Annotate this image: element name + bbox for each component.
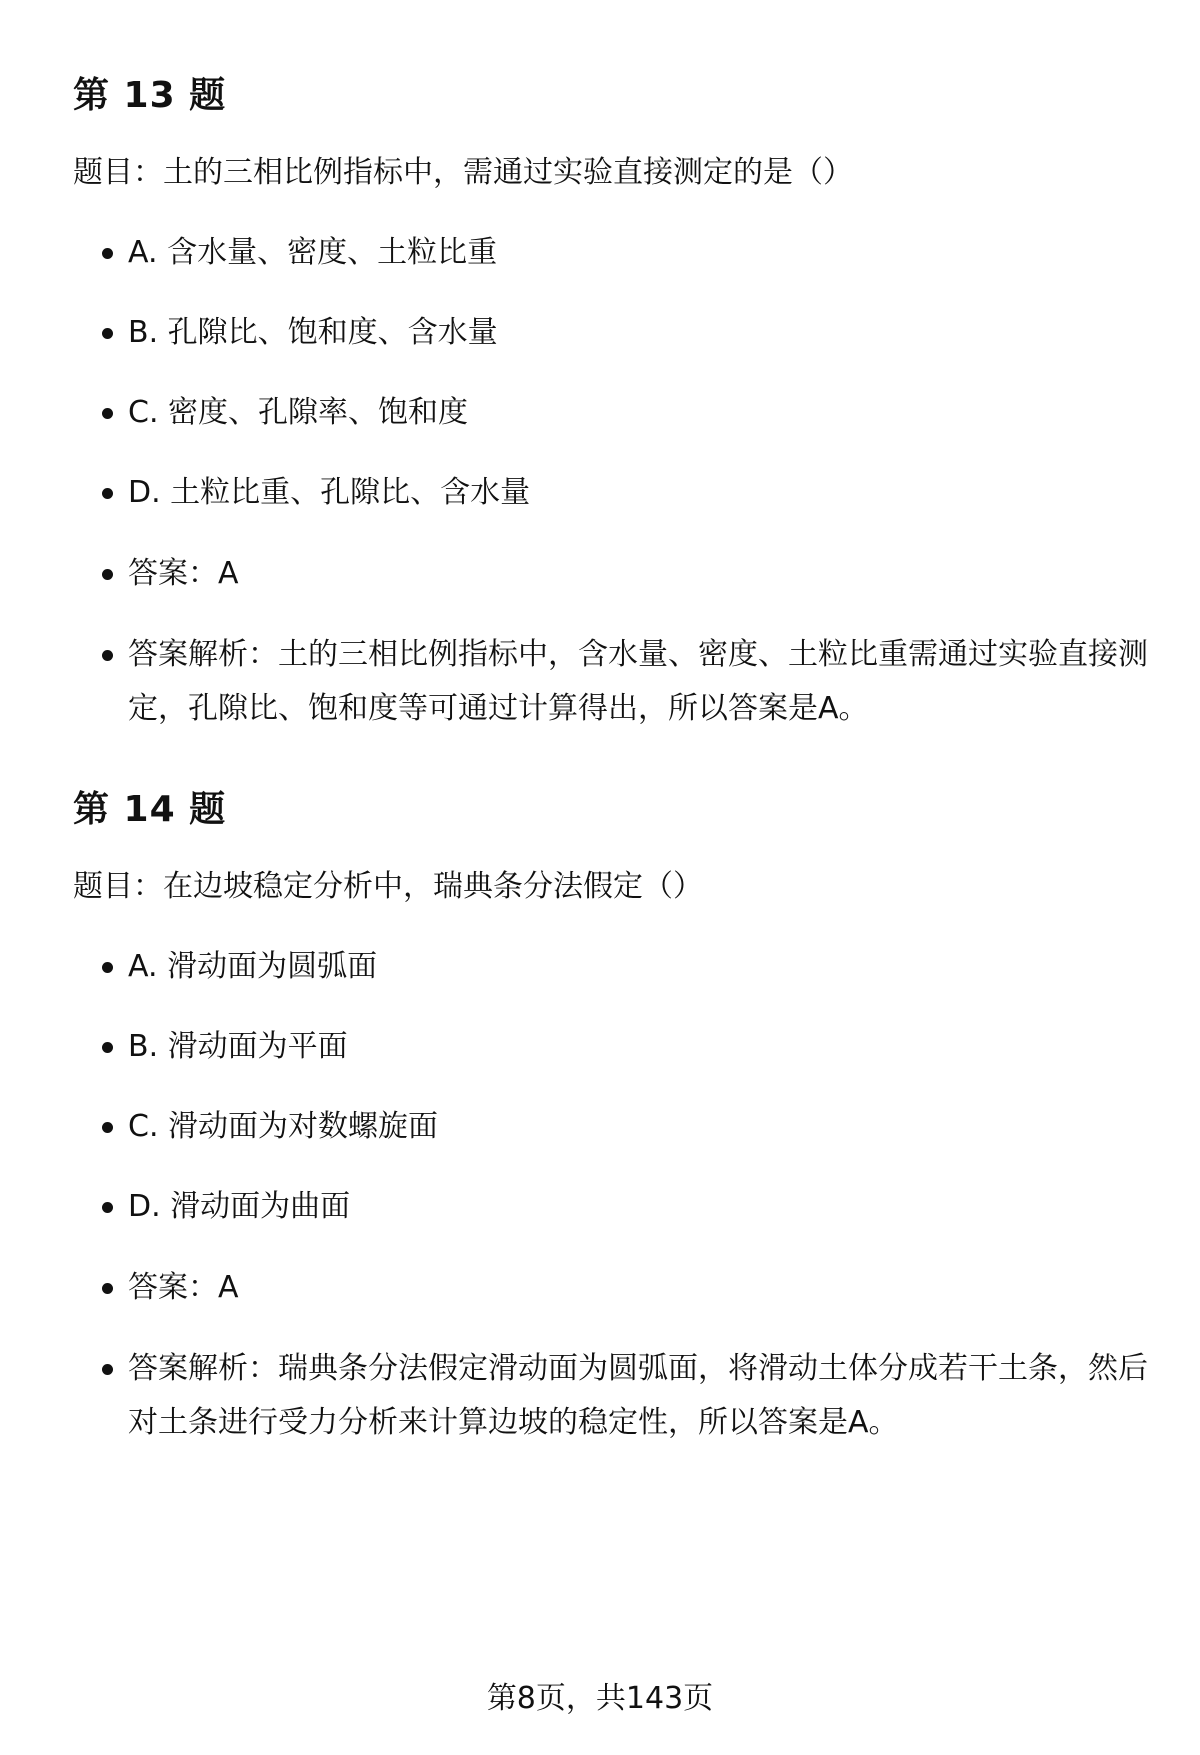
analysis-line-2: 定，孔隙比、饱和度等可通过计算得出，所以答案是A。 [128,691,869,726]
bullet-icon [102,1283,113,1294]
bullet-icon [102,328,113,339]
analysis-line-2: 对土条进行受力分析来计算边坡的稳定性，所以答案是A。 [128,1405,899,1440]
question-stem: 题目：在边坡稳定分析中，瑞典条分法假定（） [73,869,703,904]
option-d-text: D. 滑动面为曲面 [128,1189,351,1224]
option-a-text: A. 滑动面为圆弧面 [128,949,378,984]
bullet-icon [102,1042,113,1053]
option-a-text: A. 含水量、密度、土粒比重 [128,235,498,270]
bullet-icon [102,1364,113,1375]
option-b-text: B. 滑动面为平面 [128,1029,348,1064]
bullet-icon [102,962,113,973]
bullet-icon [102,248,113,259]
question-heading: 第 14 题 [73,789,227,830]
answer-text: 答案：A [128,1270,239,1305]
bullet-icon [102,1202,113,1213]
analysis-line-1: 答案解析：土的三相比例指标中，含水量、密度、土粒比重需通过实验直接测 [128,637,1148,672]
question-stem: 题目：土的三相比例指标中，需通过实验直接测定的是（） [73,155,853,190]
question-14 [73,782,1153,1440]
option-d-text: D. 土粒比重、孔隙比、含水量 [128,475,531,510]
answer-text: 答案：A [128,556,239,591]
bullet-icon [102,569,113,580]
option-c-text: C. 密度、孔隙率、饱和度 [128,395,469,430]
analysis-line-1: 答案解析：瑞典条分法假定滑动面为圆弧面，将滑动土体分成若干土条，然后 [128,1351,1148,1386]
bullet-icon [102,650,113,661]
option-b-text: B. 孔隙比、饱和度、含水量 [128,315,498,350]
question-heading: 第 13 题 [73,75,227,116]
bullet-icon [102,1122,113,1133]
bullet-icon [102,488,113,499]
page-footer: 第8页，共143页 [486,1681,714,1716]
bullet-icon [102,408,113,419]
option-c-text: C. 滑动面为对数螺旋面 [128,1109,439,1144]
question-13 [73,68,1153,726]
